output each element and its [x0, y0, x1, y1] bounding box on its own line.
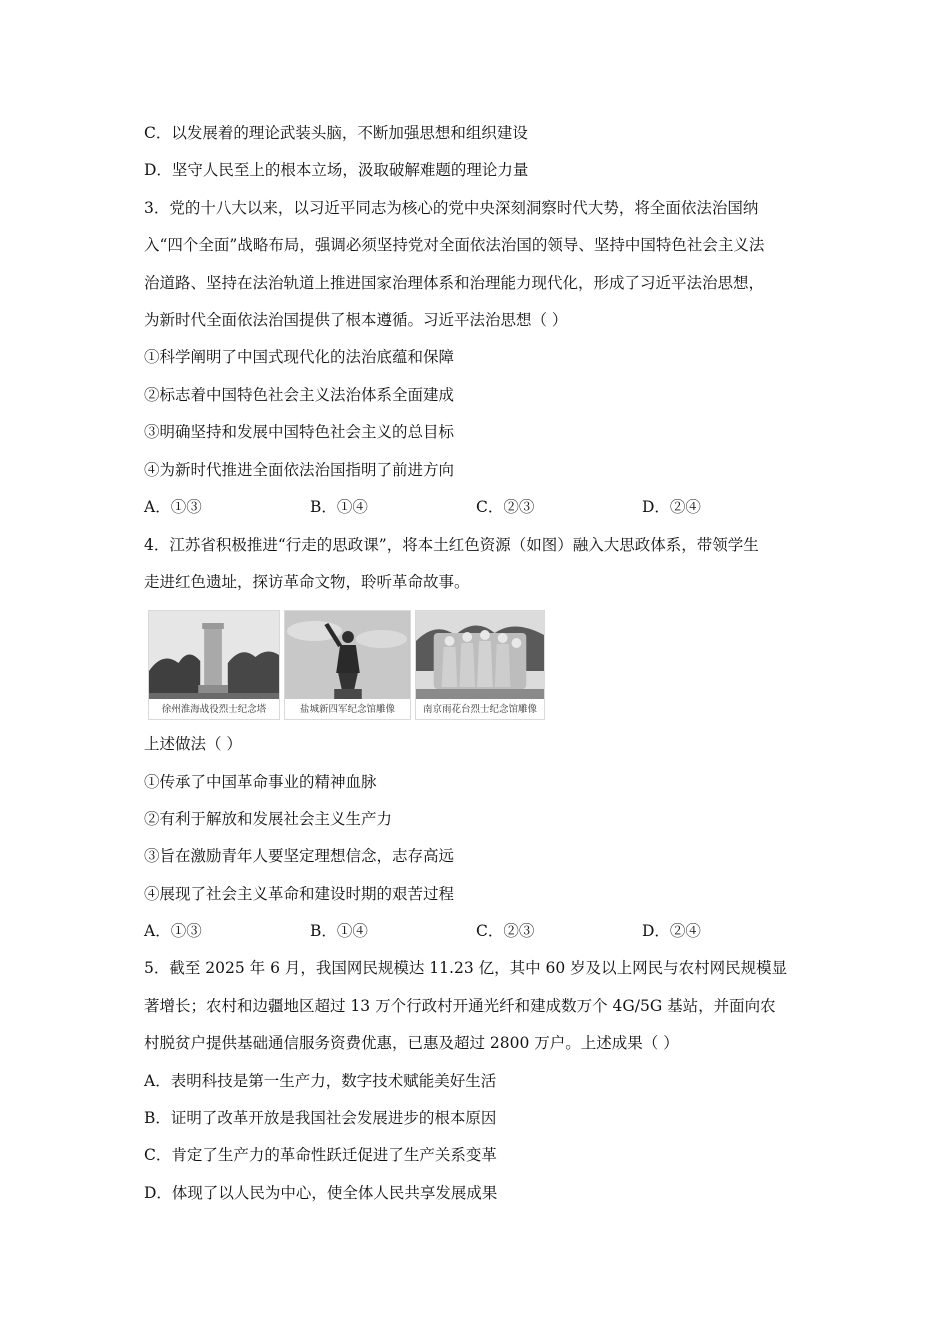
- photo-caption: 盐城新四军纪念馆雕像: [299, 704, 395, 715]
- photo-huaihai-memorial: [148, 610, 280, 720]
- q4-stem-line-2: 走进红色遗址，探访革命文物，聆听革命故事。: [144, 573, 470, 591]
- q5-option-c[interactable]: C．肯定了生产力的革命性跃迁促进了生产关系变革: [144, 1146, 497, 1164]
- q5-stem-line-1: 5．截至 2025 年 6 月，我国网民规模达 11.23 亿，其中 60 岁及以上网民与农村网民规模显: [144, 959, 788, 977]
- q3-choice-d[interactable]: D．②④: [642, 498, 701, 516]
- q4-choice-b[interactable]: B．①④: [310, 922, 368, 940]
- q4-statement-3: ③旨在激励青年人要坚定理想信念，志存高远: [144, 847, 455, 865]
- q5-stem-line-3: 村脱贫户提供基础通信服务资费优惠，已惠及超过 2800 万户。上述成果（ ）: [144, 1034, 679, 1052]
- q3-stem-line-4: 为新时代全面依法治国提供了根本遵循。习近平法治思想（ ）: [144, 311, 568, 329]
- q4-prompt: 上述做法（ ）: [144, 735, 242, 753]
- q4-choice-a[interactable]: A．①③: [144, 922, 202, 940]
- q4-photo-strip: [148, 610, 548, 720]
- photo-yancheng-statue: [284, 610, 411, 720]
- q4-choices: [144, 919, 812, 943]
- q5-stem-line-2: 著增长；农村和边疆地区超过 13 万个行政村开通光纤和建成数万个 4G/5G 基站，并面向农: [144, 997, 776, 1015]
- photo-caption: 徐州淮海战役烈士纪念塔: [161, 704, 267, 715]
- memorial-tower-icon: [149, 611, 279, 699]
- q4-stem-line-1: 4．江苏省积极推进“行走的思政课”，将本土红色资源（如图）融入大思政体系，带领学生: [144, 536, 759, 554]
- q5-option-d[interactable]: D．体现了以人民为中心，使全体人民共享发展成果: [144, 1184, 498, 1202]
- q3-statement-4: ④为新时代推进全面依法治国指明了前进方向: [144, 461, 455, 479]
- q4-choice-c[interactable]: C．②③: [476, 922, 535, 940]
- q3-choice-a[interactable]: A．①③: [144, 498, 202, 516]
- q3-statement-3: ③明确坚持和发展中国特色社会主义的总目标: [144, 423, 455, 441]
- prev-option-d: D．坚守人民至上的根本立场，汲取破解难题的理论力量: [144, 161, 529, 179]
- q3-choice-c[interactable]: C．②③: [476, 498, 535, 516]
- q5-option-a[interactable]: A．表明科技是第一生产力，数字技术赋能美好生活: [144, 1072, 497, 1090]
- q3-statement-1: ①科学阐明了中国式现代化的法治底蕴和保障: [144, 348, 455, 366]
- photo-caption: 南京雨花台烈士纪念馆雕像: [422, 704, 537, 715]
- q3-choice-b[interactable]: B．①④: [310, 498, 368, 516]
- q4-statement-4: ④展现了社会主义革命和建设时期的艰苦过程: [144, 885, 455, 903]
- prev-option-c: C．以发展着的理论武装头脑，不断加强思想和组织建设: [144, 124, 528, 142]
- q4-statement-1: ①传承了中国革命事业的精神血脉: [144, 773, 377, 791]
- q3-stem-line-2: 入“四个全面”战略布局，强调必须坚持党对全面依法治国的领导、坚持中国特色社会主义法: [144, 236, 765, 254]
- q3-statement-2: ②标志着中国特色社会主义法治体系全面建成: [144, 386, 455, 404]
- q3-choices: [144, 495, 812, 519]
- photo-yuhuatai-sculpture: [415, 610, 545, 720]
- soldier-statue-icon: [285, 611, 410, 699]
- q4-statement-2: ②有利于解放和发展社会主义生产力: [144, 810, 393, 828]
- q3-stem-line-3: 治道路、坚持在法治轨道上推进国家治理体系和治理能力现代化，形成了习近平法治思想，: [144, 274, 765, 292]
- martyrs-sculpture-group-icon: [416, 611, 544, 699]
- q5-option-b[interactable]: B．证明了改革开放是我国社会发展进步的根本原因: [144, 1109, 497, 1127]
- q3-stem-line-1: 3．党的十八大以来，以习近平同志为核心的党中央深刻洞察时代大势，将全面依法治国纳: [144, 199, 759, 217]
- q4-choice-d[interactable]: D．②④: [642, 922, 701, 940]
